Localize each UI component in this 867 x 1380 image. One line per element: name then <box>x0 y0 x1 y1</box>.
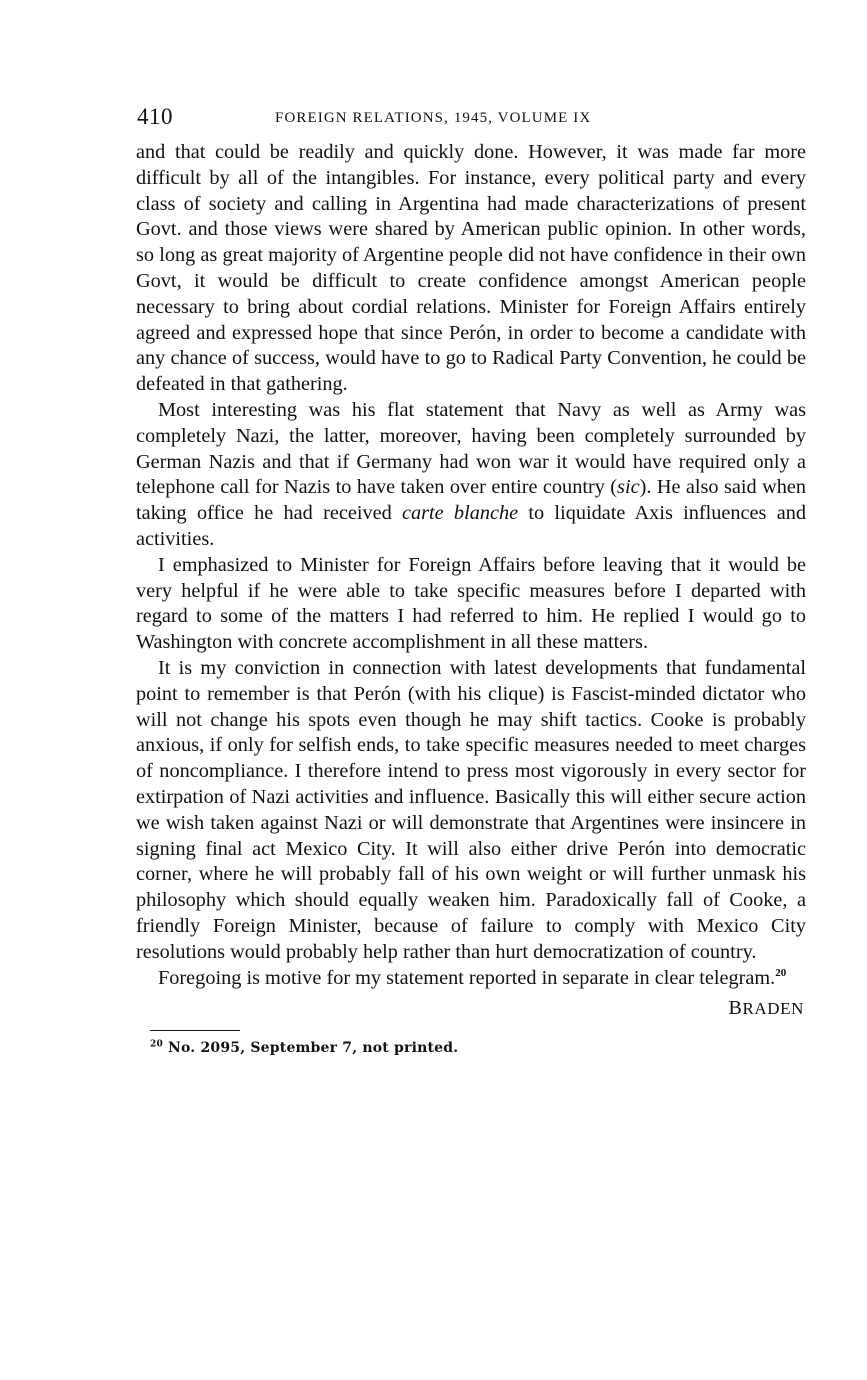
paragraph-text: Most interesting was his flat statement that Navy as well as Army was completely Nazi, the latter, moreover, having been completely surrounded by German Nazis and that if Germany had won war it would have required only a telephone call for Nazis to have taken over entire country ( <box>136 398 806 499</box>
footnote-text: No. 2095, September 7, not printed. <box>168 1040 459 1057</box>
footnote <box>150 1040 806 1056</box>
signature-initial: B <box>728 997 743 1020</box>
paragraph-foregoing <box>136 966 806 992</box>
paragraph-conviction: It is my conviction in connection with latest developments that fundamental point to remember is that Perón (with his clique) is Fascist-minded dictator who will not change his spots even though he may shift tactics. Cooke is probably anxious, if only for selfish ends, to take specific measures needed to meet charges of noncompliance. I therefore intend to press most vigorously in every sector for extirpation of Nazi activities and influence. Basically this will either secure action we wish taken against Nazi or will demonstrate that Argentines were insincere in signing final act Mexico City. It will also either drive Perón into democratic corner, where he will probably fall of his own weight or will further unmask his philosophy which should equally weaken him. Paradoxically fall of Cooke, a friendly Foreign Minister, because of failure to comply with Mexico City resolutions would probably help rather than hurt democratization of country. <box>136 656 806 963</box>
sic-note: sic <box>617 476 640 499</box>
paragraph-navy-army <box>136 398 806 553</box>
paragraph-text: to liquidate Axis influences and activities. <box>136 502 806 550</box>
carte-blanche-phrase: carte blanche <box>402 502 519 525</box>
paragraph-text: Foregoing is motive for my statement reported in separate in clear telegram. <box>158 966 776 989</box>
paragraph-text: ). He also said when taking office he had received <box>136 476 807 525</box>
document-page <box>136 100 806 1056</box>
page-number: 410 <box>137 104 173 129</box>
paragraph-continued: and that could be readily and quickly done. However, it was made far more difficult by all of the intangibles. For instance, every political party and every class of society and calling in Argentina had made characterizations of present Govt. and those views were shared by American public opinion. In other words, so long as great majority of Argentine people did not have confidence in their own Govt, it would be difficult to create confidence amongst American people necessary to bring about cordial relations. Minister for Foreign Affairs entirely agreed and expressed hope that since Perón, in order to become a candidate with any chance of success, would have to go to Radical Party Convention, he could be defeated in that gathering. <box>136 141 806 396</box>
paragraph-specific-measures: I emphasized to Minister for Foreign Affairs before leaving that it would be very helpful if he were able to take specific measures before I departed with regard to some of the matters I had referred to him. He replied I would go to Washington with concrete accomplishment in all these matters. <box>136 553 806 654</box>
letter-body <box>136 140 806 991</box>
signature-rest: RADEN <box>742 999 804 1019</box>
footnote-reference: 20 <box>775 966 787 979</box>
footnote-mark: 20 <box>150 1039 163 1050</box>
footnote-divider <box>150 1030 240 1031</box>
running-title: FOREIGN RELATIONS, 1945, VOLUME IX <box>275 110 592 126</box>
signature <box>136 997 806 1020</box>
running-header <box>136 100 806 140</box>
